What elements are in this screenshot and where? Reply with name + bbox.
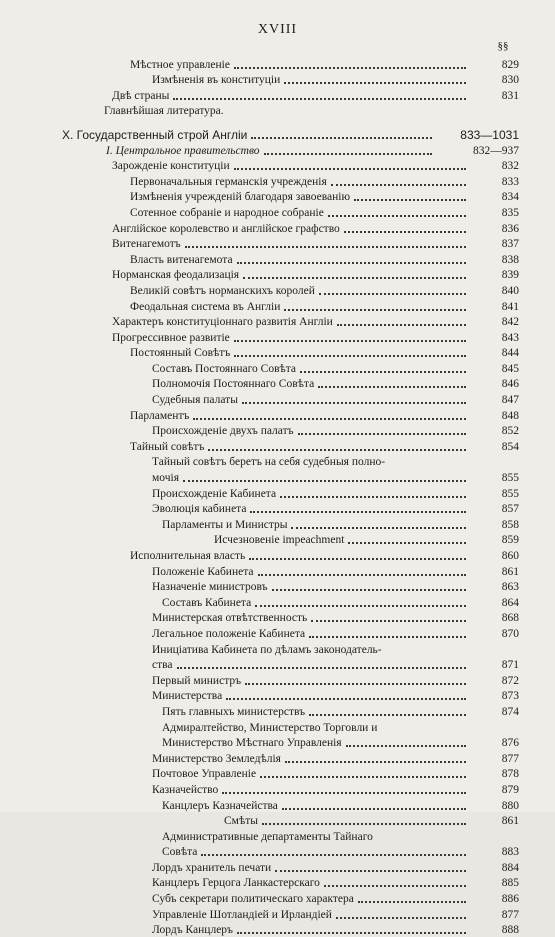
toc-entry-title: Канцлеръ Герцога Ланкастерскаго: [152, 877, 320, 890]
toc-entry-title: Великій совѣтъ норманскихъ королей: [130, 284, 315, 297]
dot-leader: [208, 449, 466, 451]
toc-entry-page: 833—1031: [460, 127, 519, 142]
toc-entry: [0, 547, 555, 563]
toc-entry: [0, 688, 555, 704]
toc-entry-page: 846: [501, 378, 519, 391]
toc-entry: [0, 828, 555, 844]
dot-leader: [260, 776, 466, 778]
toc-entry: [0, 657, 555, 673]
toc-entry: [0, 610, 555, 626]
dot-leader: [234, 340, 466, 342]
dot-leader: [258, 574, 467, 576]
toc-entry: [0, 875, 555, 891]
toc-entry-page: 888: [501, 924, 519, 937]
toc-entry: [0, 703, 555, 719]
dot-leader: [354, 199, 466, 201]
toc-entry-title: Назначеніе министровъ: [152, 581, 268, 594]
dot-leader: [173, 98, 466, 100]
toc-entry-page: 848: [501, 409, 519, 422]
toc-entry: [0, 376, 555, 392]
toc-entry: [0, 501, 555, 517]
toc-entry: [0, 579, 555, 595]
toc-entry: [0, 906, 555, 922]
toc-entry: [0, 220, 555, 236]
toc-entry: [0, 922, 555, 937]
toc-entry-page: 873: [501, 690, 519, 703]
toc-entry-page: 874: [501, 705, 519, 718]
toc-entry-title: Министерство Мѣстнаго Управленія: [162, 737, 342, 750]
toc-entry: [0, 797, 555, 813]
toc-entry-page: 883: [501, 846, 519, 859]
toc-entry-title: Норманская феодализація: [112, 269, 240, 282]
toc-entry-title: Иниціатива Кабинета по дѣламъ законодатель-: [152, 643, 382, 656]
toc-entry-title: Полномочія Постояннаго Совѣта: [152, 378, 315, 391]
toc-entry-title: Лордъ хранитель печати: [152, 861, 272, 874]
toc-entry: [0, 625, 555, 641]
toc-entry-page: 843: [501, 331, 519, 344]
dot-leader: [242, 402, 466, 404]
dot-leader: [311, 620, 466, 622]
toc-entry: [0, 126, 555, 142]
dot-leader: [250, 511, 466, 513]
toc-entry-page: 839: [501, 269, 519, 282]
dot-leader: [348, 542, 466, 544]
toc-entry-title: Зарожденіе конституціи: [112, 160, 230, 173]
toc-entry: [0, 72, 555, 88]
toc-entry-page: 845: [501, 362, 519, 375]
toc-entry: [0, 641, 555, 657]
toc-entry-title: Характеръ конституціоннаго развитія Англіи: [112, 316, 333, 329]
toc-entry: [0, 532, 555, 548]
toc-entry: [0, 890, 555, 906]
toc-entry-title: Почтовое Управленіе: [152, 768, 257, 781]
toc-entry-page: 852: [501, 425, 519, 438]
toc-entry: [0, 750, 555, 766]
toc-entry: [0, 423, 555, 439]
dot-leader: [264, 153, 432, 155]
toc-entry-title: Первоначальныя германскія учрежденія: [130, 175, 327, 188]
dot-leader: [285, 761, 466, 763]
toc-entry-title: Происхожденіе двухъ палатъ: [152, 425, 294, 438]
toc-entry: [0, 345, 555, 361]
dot-leader: [226, 698, 466, 700]
toc-entry-page: 855: [501, 487, 519, 500]
toc-entry: [0, 103, 555, 119]
toc-entry-title: Постоянный Совѣтъ: [130, 347, 231, 360]
toc-entry-title: Власть витенагемота: [130, 253, 233, 266]
toc-entry: [0, 251, 555, 267]
toc-entry: [0, 485, 555, 501]
dot-leader: [185, 246, 466, 248]
section-marker: §§: [497, 40, 509, 52]
toc-entry-page: 868: [501, 612, 519, 625]
dot-leader: [234, 355, 466, 357]
dot-leader: [177, 667, 466, 669]
dot-leader: [298, 433, 466, 435]
dot-leader: [309, 636, 466, 638]
toc-entry: [0, 407, 555, 423]
toc-entry: [0, 594, 555, 610]
dot-leader: [262, 823, 466, 825]
toc-entry-page: 854: [501, 440, 519, 453]
toc-entry-title: ства: [152, 659, 173, 672]
toc-entry-page: 880: [501, 799, 519, 812]
dot-leader: [193, 418, 466, 420]
toc-entry-page: 847: [501, 394, 519, 407]
toc-entry-title: Измѣненія въ конституціи: [152, 74, 281, 87]
toc-entry-title: Судебныя палаты: [152, 394, 238, 407]
toc-entry-title: Двѣ страны: [112, 89, 170, 102]
toc-entry-page: 832—937: [473, 144, 519, 157]
toc-entry: [0, 204, 555, 220]
toc-entry-page: 861: [501, 565, 519, 578]
toc-entry-page: 836: [501, 222, 519, 235]
toc-entry-page: 872: [501, 674, 519, 687]
toc-entry: [0, 158, 555, 174]
toc-entry: [0, 563, 555, 579]
toc-entry-page: 844: [501, 347, 519, 360]
toc-entry-title: мочія: [152, 472, 179, 485]
toc-entry-title: Исчезновеніе impeachment: [214, 534, 345, 547]
toc-entry-title: Витенагемотъ: [112, 238, 181, 251]
dot-leader: [318, 386, 466, 388]
toc-entry-page: 864: [501, 596, 519, 609]
toc-entry-page: 830: [501, 74, 519, 87]
toc-entry-page: 838: [501, 253, 519, 266]
dot-leader: [249, 558, 466, 560]
toc-entry-title: Сотенное собраніе и народное собраніе: [130, 206, 324, 219]
dot-leader: [358, 901, 466, 903]
dot-leader: [222, 792, 466, 794]
page-number: XVIII: [257, 22, 298, 37]
dot-leader: [291, 527, 466, 529]
toc-entry-title: Совѣта: [162, 846, 198, 859]
dot-leader: [237, 932, 466, 934]
toc-entry-page: 855: [501, 472, 519, 485]
dot-leader: [300, 371, 466, 373]
toc-entry-page: 841: [501, 300, 519, 313]
dot-leader: [243, 277, 466, 279]
toc-entry: [0, 469, 555, 485]
toc-entry-title: Эволюція кабинета: [152, 503, 247, 516]
toc-entry: [0, 360, 555, 376]
toc-entry-page: 863: [501, 581, 519, 594]
toc-entry-page: 837: [501, 238, 519, 251]
toc-entry-page: 870: [501, 627, 519, 640]
dot-leader: [319, 293, 466, 295]
toc-entry-title: Тайный совѣтъ: [130, 440, 205, 453]
toc-entry-title: Англійское королевство и англійское графство: [112, 222, 340, 235]
toc-entry: [0, 87, 555, 103]
dot-leader: [282, 808, 466, 810]
toc-entry-title: Субъ секретари политическаго характера: [152, 893, 354, 906]
toc-entry: [0, 813, 555, 829]
toc-entry-page: 834: [501, 191, 519, 204]
dot-leader: [337, 324, 466, 326]
toc-entry: [0, 282, 555, 298]
toc-entry-title: Феодальная система въ Англіи: [130, 300, 281, 313]
toc-entry-page: 860: [501, 550, 519, 562]
toc-entry-page: 861: [501, 815, 519, 828]
toc-entry-title: Происхожденіе Кабинета: [152, 487, 277, 500]
toc-entry: [0, 329, 555, 345]
toc-entry-page: 871: [501, 659, 519, 672]
toc-entry: [0, 56, 555, 72]
toc-entry-page: 876: [501, 737, 519, 750]
toc-entry-title: Легальное положеніе Кабинета: [152, 627, 306, 640]
dot-leader: [328, 215, 466, 217]
toc-entry-page: 886: [501, 893, 519, 906]
toc-entry-title: Канцлеръ Казначейства: [162, 799, 278, 812]
toc-entry-title: Парламенты и Министры: [162, 518, 288, 531]
toc-entry-title: Главнѣйшая литература.: [104, 105, 224, 118]
toc-entry-title: Исполнительная власть: [130, 550, 246, 562]
dot-leader: [255, 605, 466, 607]
toc-entry: [0, 314, 555, 330]
dot-leader: [284, 82, 466, 84]
toc-entry: [0, 438, 555, 454]
toc-entry-page: 877: [501, 752, 519, 765]
toc-entry-page: 835: [501, 206, 519, 219]
dot-leader: [346, 745, 466, 747]
dot-leader: [245, 683, 466, 685]
dot-leader: [280, 496, 466, 498]
toc-entry-title: Мѣстное управленіе: [130, 58, 230, 71]
toc-entry-page: 840: [501, 284, 519, 297]
toc-entry-page: 879: [501, 783, 519, 796]
toc-entry-title: Министерская отвѣтственность: [152, 612, 308, 625]
toc-entry: [0, 844, 555, 860]
toc-entry-page: 885: [501, 877, 519, 890]
toc-entry-title: Министерства: [152, 690, 223, 703]
toc-entry-title: Тайный совѣтъ беретъ на себя судебныя полно-: [152, 456, 386, 469]
dot-leader: [275, 870, 466, 872]
toc-entry: [0, 454, 555, 470]
toc-entry-title: X. Государственный строй Англіи: [62, 127, 248, 142]
toc-entry: [0, 735, 555, 751]
toc-entry-title: Пять главныхъ министерствъ: [162, 705, 306, 718]
toc-entry-page: 858: [501, 518, 519, 531]
dot-leader: [336, 917, 466, 919]
toc-entry: [0, 516, 555, 532]
toc-entry-title: Первый министръ: [152, 674, 242, 687]
dot-leader: [331, 184, 466, 186]
toc-entry: [0, 298, 555, 314]
toc-entry-title: Казначейство: [152, 783, 219, 796]
dot-leader: [324, 885, 466, 887]
toc-entry-title: Составъ Постояннаго Совѣта: [152, 362, 297, 375]
toc-entry-title: Управленіе Шотландіей и Ирландіей: [152, 908, 332, 921]
toc-entry-title: Смѣты: [224, 815, 258, 828]
toc-entry: [0, 173, 555, 189]
toc-entry: [0, 766, 555, 782]
toc-entry-title: I. Центральное правительство: [106, 144, 260, 157]
toc-entry-title: Административные департаменты Тайнаго: [162, 830, 373, 843]
toc-entry-title: Составъ Кабинета: [162, 596, 252, 609]
toc-entry-page: 831: [501, 89, 519, 102]
toc-entry-page: 842: [501, 316, 519, 329]
toc-entry: [0, 267, 555, 283]
dot-leader: [201, 854, 466, 856]
toc-entry-page: 829: [501, 58, 519, 71]
dot-leader: [237, 262, 466, 264]
dot-leader: [234, 168, 466, 170]
toc-entry: [0, 719, 555, 735]
toc-entry-page: 877: [501, 908, 519, 921]
toc-entry-title: Положеніе Кабинета: [152, 565, 254, 578]
toc-entry-page: 833: [501, 175, 519, 188]
toc-entry-page: 832: [501, 160, 519, 173]
dot-leader: [344, 231, 466, 233]
toc-entry-title: Лордъ Канцлеръ: [152, 924, 234, 937]
toc-entry: [0, 236, 555, 252]
dot-leader: [251, 137, 432, 139]
toc-entry: [0, 391, 555, 407]
toc-entry: [0, 859, 555, 875]
toc-entry-title: Министерство Земледѣлія: [152, 752, 281, 765]
toc-entry-page: 857: [501, 503, 519, 516]
dot-leader: [284, 309, 466, 311]
toc-entry: [0, 781, 555, 797]
toc-entry-page: 859: [501, 534, 519, 547]
dot-leader: [234, 67, 466, 69]
toc-entry: [0, 189, 555, 205]
toc-entry-title: Измѣненія учрежденій благодаря завоеванію: [130, 191, 351, 204]
toc-entry: [0, 142, 555, 158]
table-of-contents: [0, 56, 555, 937]
toc-entry-page: 878: [501, 768, 519, 781]
toc-entry-title: Парламентъ: [130, 409, 190, 422]
dot-leader: [183, 480, 466, 482]
toc-entry-title: Адмиралтейство, Министерство Торговли и: [162, 721, 378, 734]
toc-entry: [0, 672, 555, 688]
dot-leader: [272, 589, 466, 591]
dot-leader: [309, 714, 466, 716]
toc-entry-title: Прогрессивное развитіе: [112, 331, 230, 344]
toc-entry-page: 884: [501, 861, 519, 874]
